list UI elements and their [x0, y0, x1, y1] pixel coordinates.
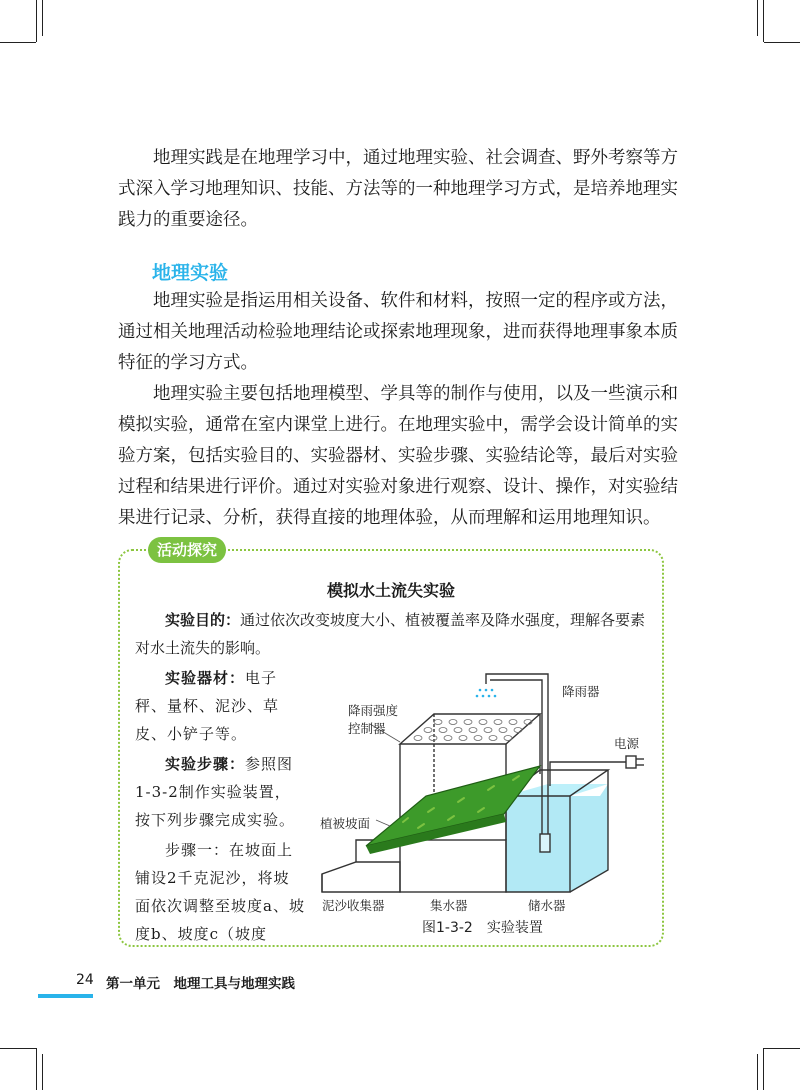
- unit-title: 第一单元 地理工具与地理实践: [106, 976, 295, 992]
- purpose-label: 实验目的：: [165, 611, 241, 629]
- crop-mark: [764, 1048, 800, 1049]
- section-paragraph-1: 地理实验是指运用相关设备、软件和材料，按照一定的程序或方法，通过相关地理活动检验地理结论或探索地理现象，进而获得地理事象本质特征的学习方式。: [118, 291, 678, 373]
- crop-mark: [42, 0, 43, 36]
- label-sediment-collector: 泥沙收集器: [322, 898, 385, 913]
- steps-text: 参照图1-3-2制作实验装置，按下列步骤完成实验。: [135, 755, 296, 829]
- crop-mark: [763, 1048, 764, 1090]
- crop-mark: [764, 42, 800, 43]
- crop-mark: [757, 1054, 758, 1090]
- crop-mark: [0, 1048, 36, 1049]
- page-number: 24: [76, 972, 94, 988]
- steps-paragraph: [135, 750, 305, 834]
- label-rain-controller: 降雨强度 控制器: [348, 703, 399, 736]
- activity-tab: 活动探究: [148, 537, 226, 563]
- crop-mark: [757, 0, 758, 36]
- rain-drops: [476, 689, 497, 698]
- equipment-text: 电子秤、量杯、泥沙、草皮、小铲子等。: [135, 669, 280, 743]
- experiment-left-column: [135, 664, 305, 948]
- crop-mark: [36, 0, 37, 42]
- experiment-title: 模拟水土流失实验: [326, 581, 455, 600]
- equipment-label: 实验器材：: [165, 669, 246, 687]
- equipment-paragraph: [135, 664, 305, 748]
- apparatus-diagram: [308, 662, 664, 940]
- section-paragraph-2: 地理实验主要包括地理模型、学具等的制作与使用，以及一些演示和模拟实验，通常在室内课堂上进行。在地理实验中，需学会设计简单的实验方案，包括实验目的、实验器材、实验步骤、实验结论等，最后对实验过程和结果进行评价。通过对实验对象进行观察、设计、操作，对实验结果进行记录、分析，获得直接的地理体验，从而理解和运用地理知识。: [118, 384, 678, 528]
- power-cable: [550, 756, 644, 786]
- label-rain-device: 降雨器: [562, 684, 600, 699]
- intro-paragraph: 地理实践是在地理学习中，通过地理实验、社会调查、野外考察等方式深入学习地理知识、技能、方法等的一种地理学习方式，是培养地理实践力的重要途径。: [118, 148, 678, 230]
- experiment-purpose: [135, 606, 651, 662]
- crop-mark: [0, 42, 36, 43]
- crop-mark: [42, 1054, 43, 1090]
- label-power: 电源: [614, 736, 640, 751]
- storage-water: [506, 784, 608, 892]
- section-title: 地理实验: [152, 262, 229, 284]
- purpose-text: 通过依次改变坡度大小、植被覆盖率及降水强度，理解各要素对水土流失的影响。: [135, 611, 646, 657]
- crop-mark: [763, 0, 764, 42]
- step1-paragraph: 步骤一：在坡面上铺设2千克泥沙，将坡面依次调整至坡度a、坡度b、坡度c（坡度: [135, 841, 305, 943]
- footer-accent-bar: [38, 994, 93, 998]
- crop-mark: [36, 1048, 37, 1090]
- water-collector: [400, 840, 506, 892]
- label-water-collector: 集水器: [430, 898, 468, 913]
- figure-caption: 图1-3-2 实验装置: [422, 920, 543, 936]
- steps-label: 实验步骤：: [165, 755, 246, 773]
- label-water-storage: 储水器: [528, 898, 566, 913]
- leader-lines: [370, 724, 400, 826]
- label-vegetation-slope: 植被坡面: [320, 816, 371, 831]
